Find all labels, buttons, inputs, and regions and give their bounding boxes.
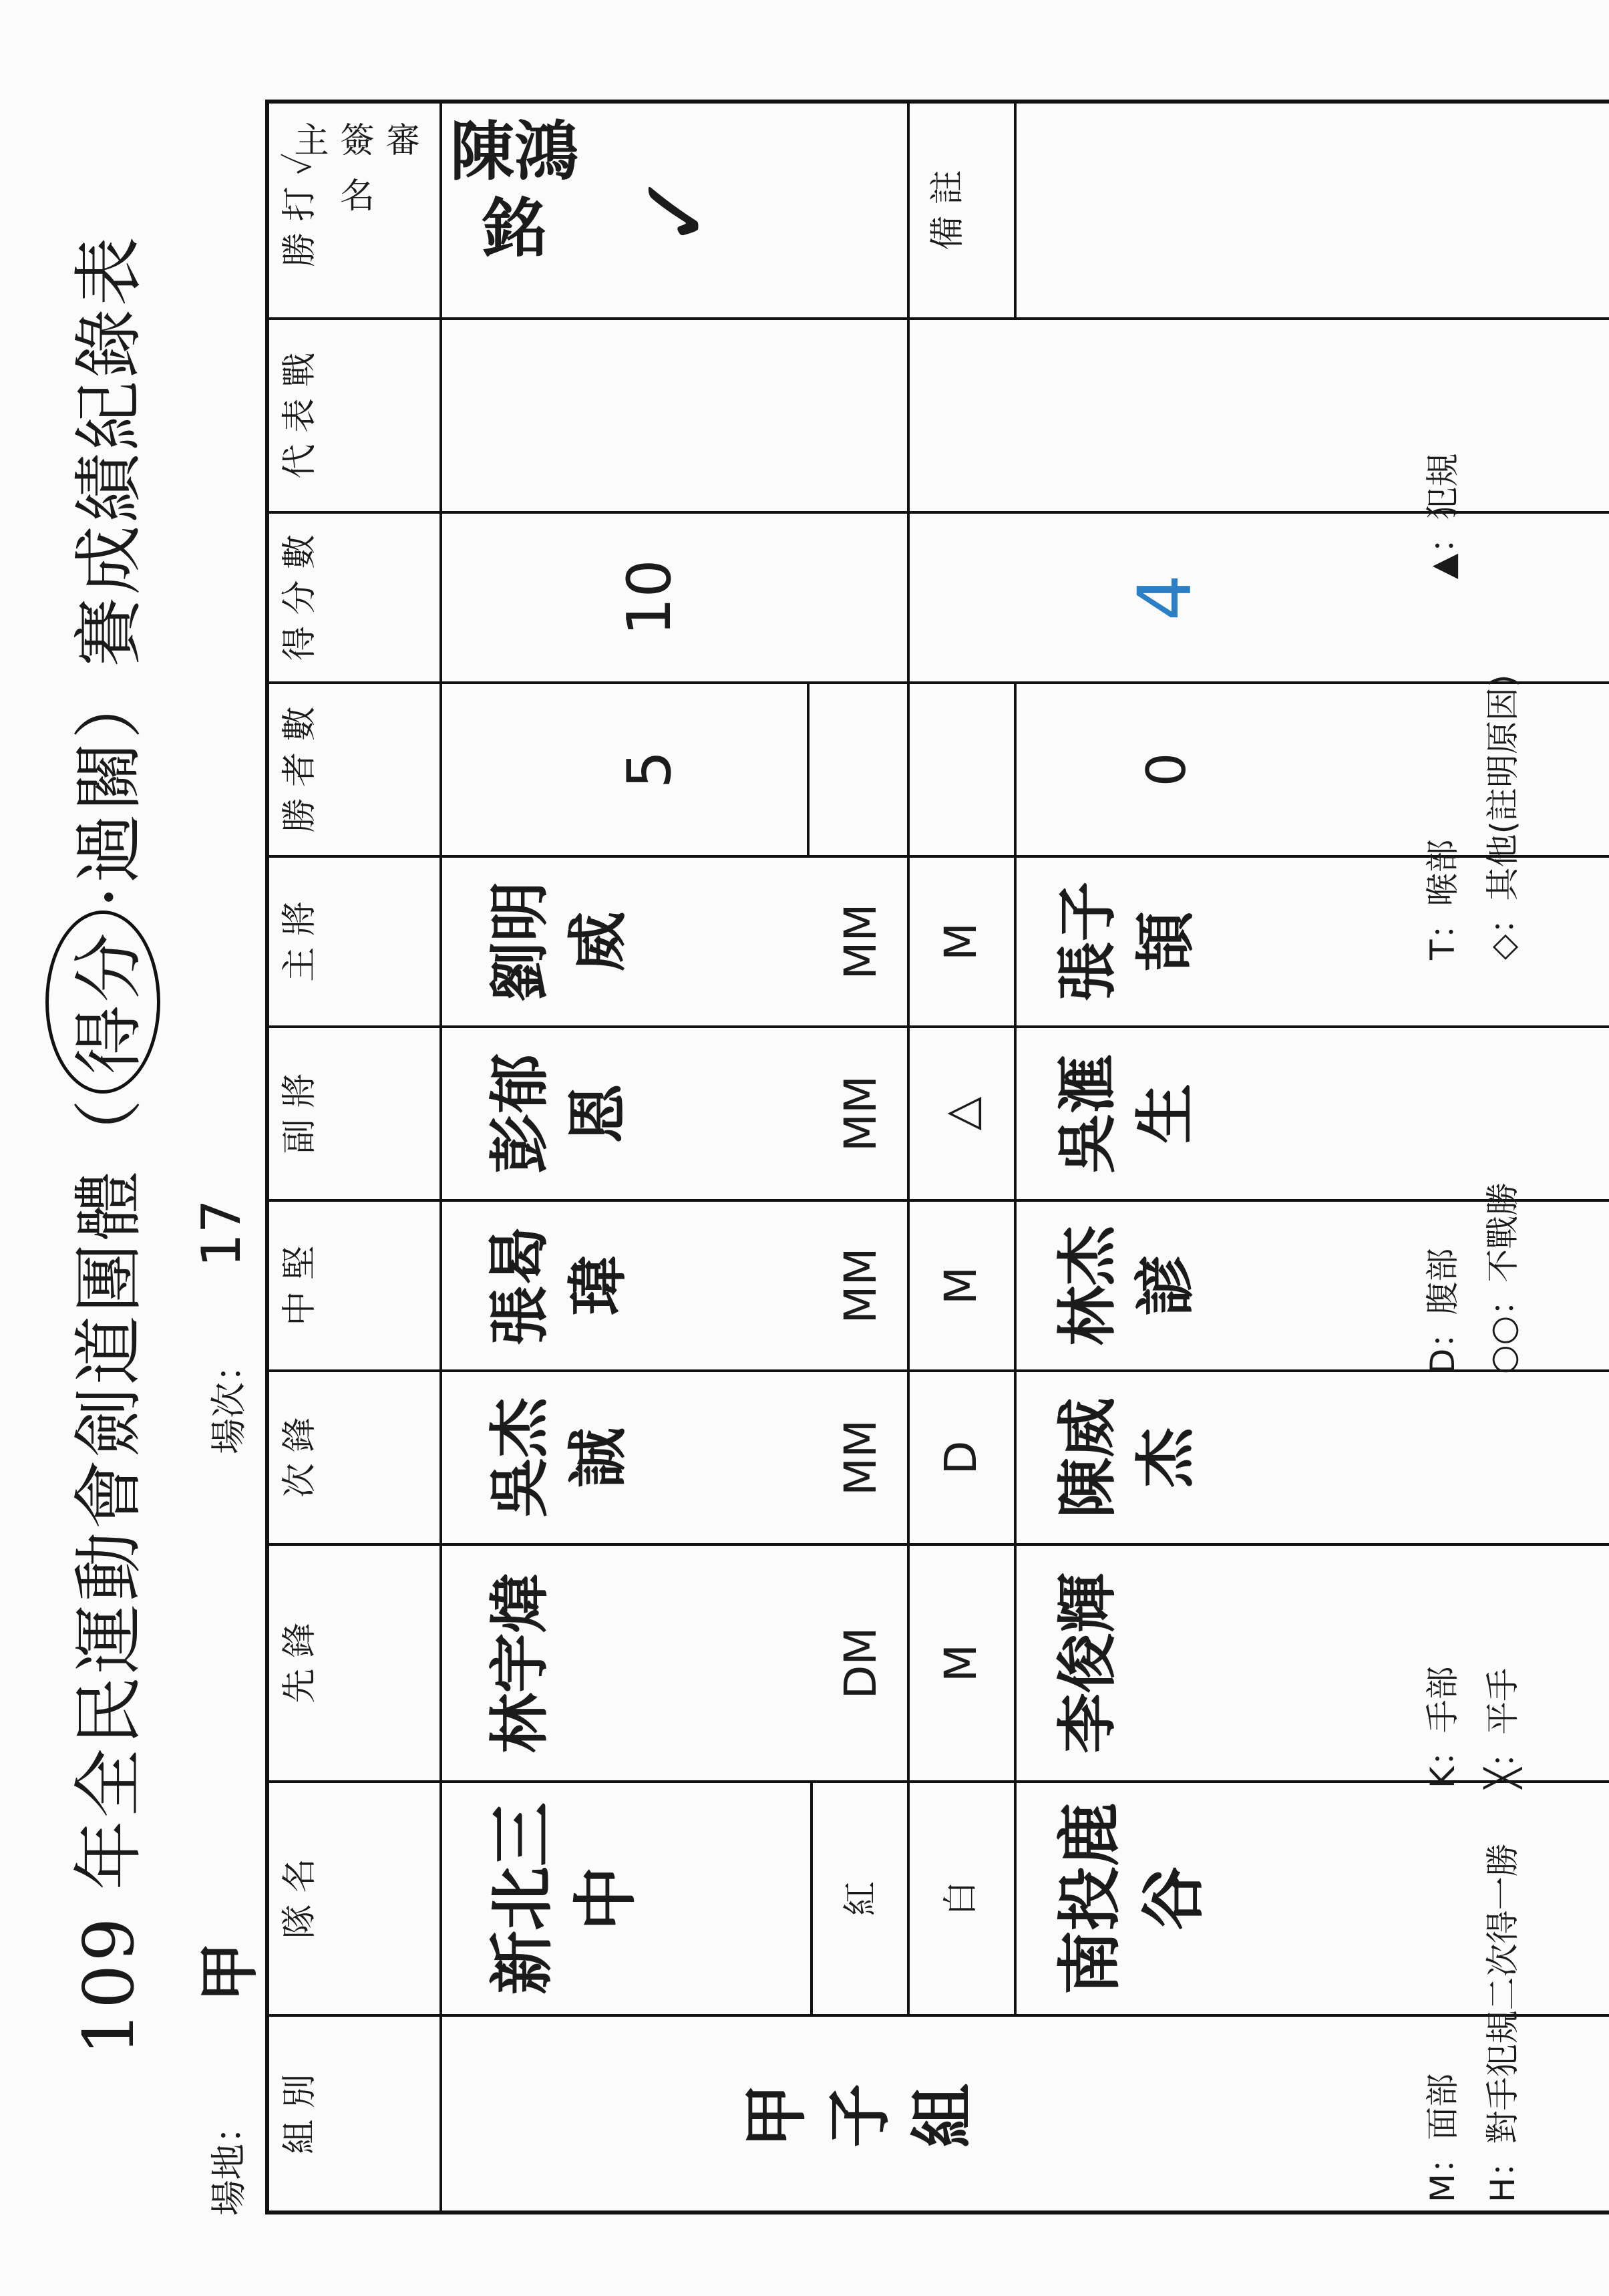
red-score-jiho: MM bbox=[835, 1420, 886, 1496]
match-no-value: 17 bbox=[190, 1199, 252, 1267]
header-remarks: 備 註 bbox=[928, 170, 968, 251]
white-player-fukusho: 吳滙生 bbox=[1053, 1053, 1201, 1174]
white-player-taisho: 張子頡 bbox=[1053, 881, 1201, 1002]
red-label: 紅 bbox=[841, 1881, 881, 1917]
white-score-jiho: D bbox=[935, 1440, 987, 1475]
red-player-senpo: 林宇煒 bbox=[485, 1573, 555, 1754]
red-points: 10 bbox=[614, 559, 685, 636]
legend-d: D：腹部 bbox=[1423, 1248, 1462, 1374]
header-team-name: 隊 名 bbox=[280, 1858, 320, 1939]
white-player-senpo: 李俊輝 bbox=[1053, 1573, 1123, 1754]
circled-option: 得分 bbox=[45, 911, 160, 1094]
legend-t: T：喉部 bbox=[1423, 839, 1462, 960]
red-score-senpo: DM bbox=[835, 1627, 886, 1699]
header-fukusho: 副 將 bbox=[280, 1073, 320, 1154]
legend-oo: ○○：不戰勝 bbox=[1483, 1182, 1522, 1374]
header-points: 得 分 數 bbox=[280, 534, 320, 661]
red-player-jiho: 吳杰誠 bbox=[485, 1398, 633, 1518]
win-check-mark: ✓ bbox=[621, 170, 730, 250]
legend-x: ╳：平手 bbox=[1483, 1667, 1522, 1788]
header-wins: 勝 者 數 bbox=[280, 706, 320, 833]
red-wins: 5 bbox=[614, 750, 685, 789]
venue-value: 甲 bbox=[194, 1942, 264, 2002]
legend-tri: ▲：犯規 bbox=[1423, 453, 1462, 579]
red-score-chuken: MM bbox=[835, 1247, 886, 1324]
white-points: 4 bbox=[1122, 574, 1208, 621]
legend-h: H：對手犯規二次得一勝 bbox=[1483, 1843, 1522, 2202]
red-player-taisho: 劉明威 bbox=[485, 881, 633, 1002]
white-score-senpo: M bbox=[935, 1644, 987, 1682]
legend-dia: ◇：其他(註明原因) bbox=[1483, 674, 1522, 960]
red-player-chuken: 張曷瑋 bbox=[485, 1225, 633, 1346]
group-value: 甲子組 bbox=[739, 2084, 980, 2148]
header-chuken: 中 堅 bbox=[280, 1245, 320, 1326]
header-referee: 主 簽 審 名 bbox=[294, 121, 421, 217]
legend-m: M：面部 bbox=[1423, 2073, 1462, 2202]
white-score-chuken: M bbox=[935, 1267, 987, 1305]
referee-signature: 陳鴻銘 bbox=[450, 114, 578, 267]
header-group: 組 別 bbox=[280, 2074, 320, 2154]
red-score-fukusho: MM bbox=[835, 1076, 886, 1152]
white-player-chuken: 林杰諺 bbox=[1053, 1225, 1201, 1346]
white-label: 白 bbox=[941, 1881, 981, 1917]
red-team-name: 新北三中 bbox=[485, 1802, 643, 1995]
header-jiho: 次 鋒 bbox=[280, 1417, 320, 1498]
page-title: 109 年全民運動會劍道團體（得分·過關）賽成績紀錄表 bbox=[45, 234, 160, 2056]
header-taisho: 主 將 bbox=[280, 901, 320, 982]
header-senpo: 先 鋒 bbox=[280, 1623, 320, 1703]
match-no-label: 場次： bbox=[208, 1346, 250, 1454]
header-rep-match: 代 表 戰 bbox=[280, 352, 320, 479]
venue-label: 場地： bbox=[208, 2108, 250, 2216]
legend-k: K：手部 bbox=[1423, 1666, 1462, 1788]
white-team-name: 南投鹿谷 bbox=[1053, 1802, 1211, 1995]
header-win-mark: 勝 打 ✓ bbox=[280, 153, 320, 267]
white-wins: 0 bbox=[1135, 752, 1198, 787]
white-score-taisho: M bbox=[935, 923, 987, 961]
red-player-fukusho: 彭郁恩 bbox=[485, 1053, 633, 1174]
red-score-taisho: MM bbox=[835, 903, 886, 980]
white-score-fukusho: △ bbox=[935, 1096, 987, 1131]
white-player-jiho: 陳威杰 bbox=[1053, 1398, 1201, 1518]
